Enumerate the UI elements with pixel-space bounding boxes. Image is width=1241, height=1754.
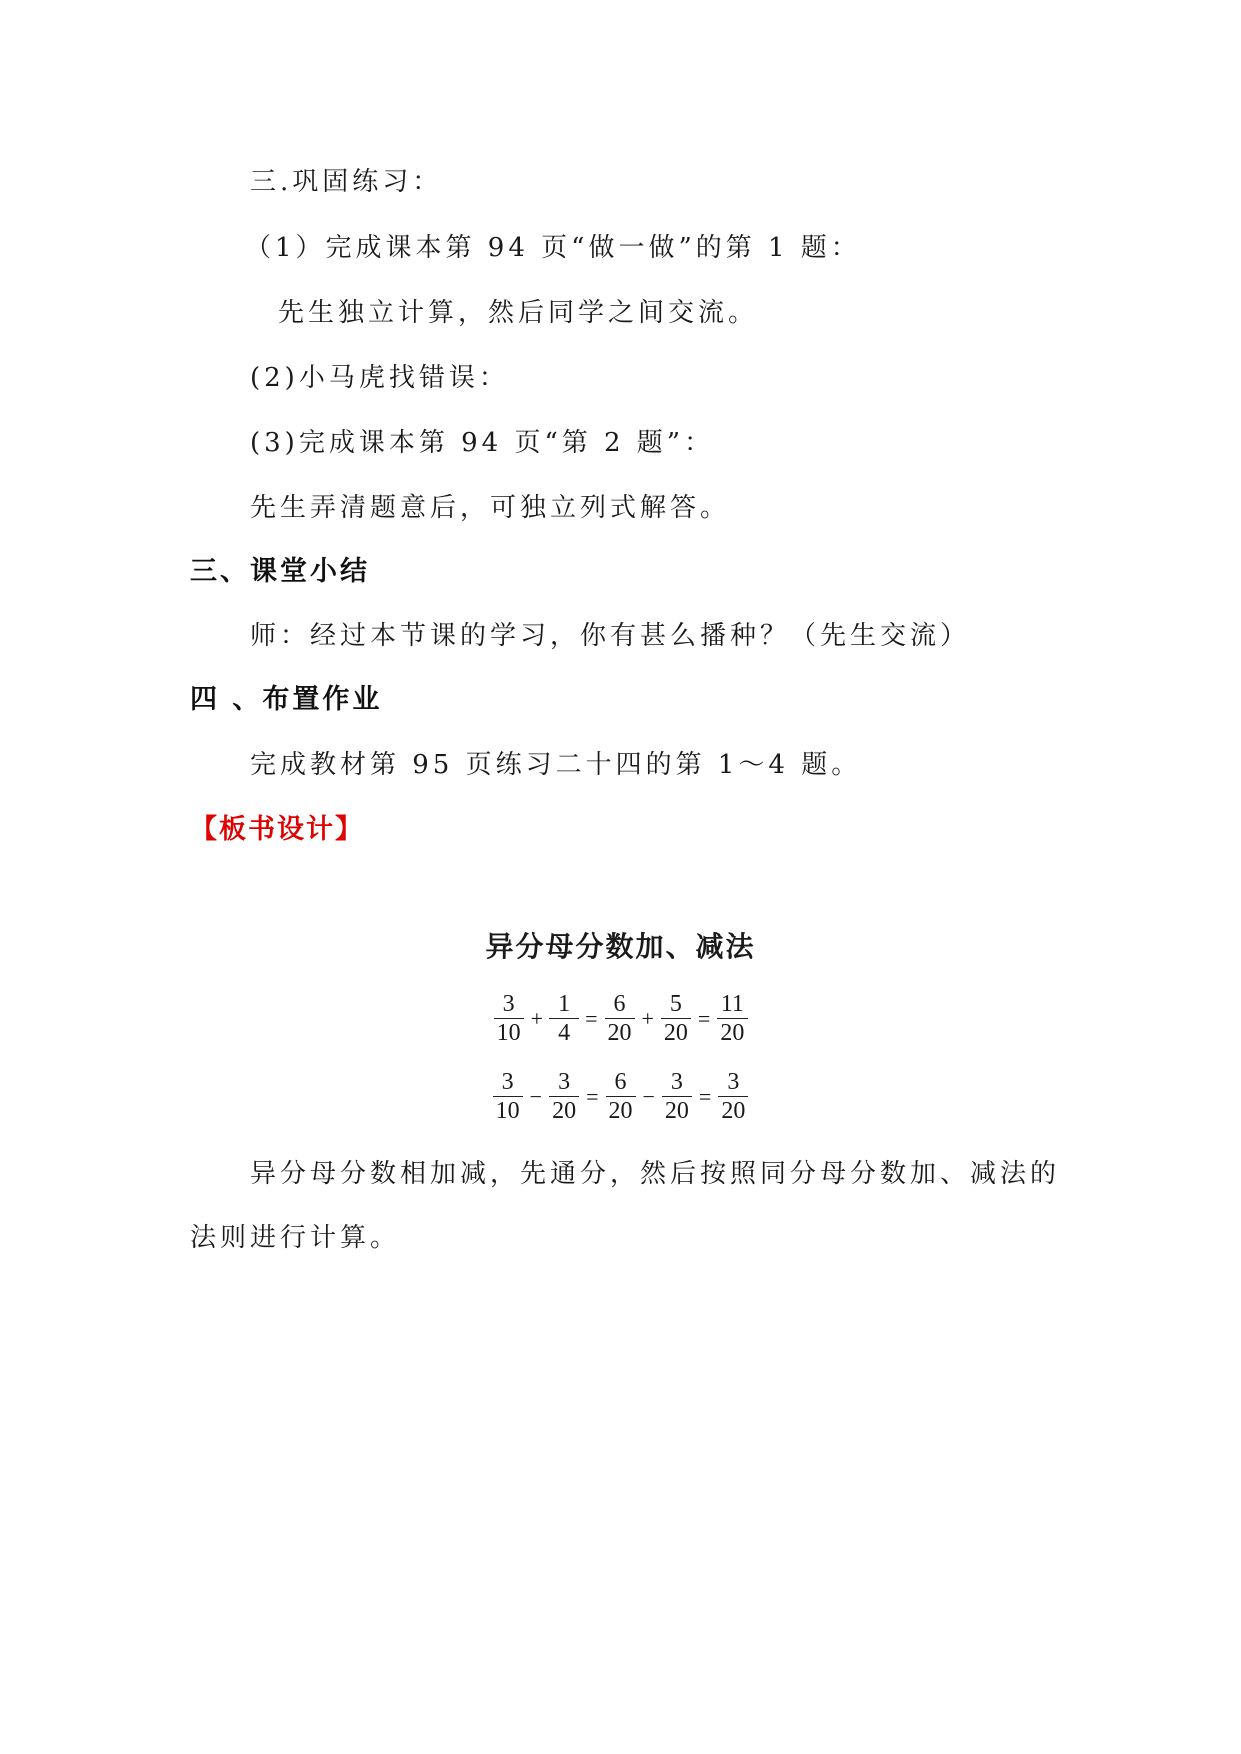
operator: − — [642, 1083, 655, 1109]
section-practice-title: 三.巩固练习： — [250, 167, 443, 197]
fraction — [660, 990, 692, 1047]
numerator: 11 — [717, 990, 748, 1019]
equals-sign: = — [586, 1083, 599, 1109]
practice-item-2: (2)小马虎找错误： — [250, 363, 509, 393]
practice-item-1: （1）完成课本第 94 页“做一做”的第 1 题： — [245, 233, 861, 263]
numerator: 6 — [605, 990, 635, 1019]
board-design-label: 【板书设计】 — [190, 814, 364, 845]
heading-homework: 四 、布置作业 — [190, 684, 383, 715]
numerator: 3 — [718, 1068, 748, 1097]
equation-subtraction — [0, 1068, 1241, 1125]
fraction — [493, 990, 525, 1047]
summary-text: 师：经过本节课的学习，你有甚么播种？（先生交流） — [250, 621, 971, 651]
fraction — [661, 1068, 693, 1125]
equals-sign: = — [697, 1005, 711, 1031]
equals-sign: = — [585, 1005, 598, 1031]
fraction — [548, 1068, 580, 1125]
numerator: 3 — [494, 990, 524, 1019]
denominator: 20 — [607, 1020, 632, 1046]
practice-item-3: (3)完成课本第 94 页“第 2 题”： — [250, 428, 715, 458]
fraction — [492, 1068, 524, 1125]
denominator: 20 — [664, 1098, 689, 1124]
operator: + — [641, 1005, 654, 1031]
denominator: 20 — [721, 1098, 746, 1124]
heading-class-summary: 三、课堂小结 — [190, 556, 370, 587]
denominator: 20 — [608, 1098, 633, 1124]
fraction — [604, 990, 636, 1047]
denominator: 20 — [552, 1098, 577, 1124]
numerator: 1 — [549, 990, 579, 1019]
fraction — [605, 1068, 637, 1125]
numerator: 5 — [661, 990, 691, 1019]
numerator: 6 — [606, 1068, 636, 1097]
operator: − — [529, 1083, 543, 1109]
denominator: 20 — [720, 1020, 745, 1046]
equation-addition — [0, 990, 1241, 1047]
denominator: 4 — [558, 1020, 571, 1046]
denominator: 10 — [496, 1020, 521, 1046]
denominator: 10 — [495, 1098, 520, 1124]
equals-sign: = — [698, 1083, 712, 1109]
rule-text-line-1: 异分母分数相加减，先通分，然后按照同分母分数加、减法的 — [250, 1159, 1061, 1189]
board-title: 异分母分数加、减法 — [485, 930, 756, 963]
numerator: 3 — [662, 1068, 692, 1097]
numerator: 3 — [493, 1068, 523, 1097]
practice-item-3-note: 先生弄清题意后，可独立列式解答。 — [250, 493, 731, 523]
homework-text: 完成教材第 95 页练习二十四的第 1～4 题。 — [250, 750, 862, 780]
rule-text-line-2: 法则进行计算。 — [190, 1223, 401, 1253]
numerator: 3 — [549, 1068, 579, 1097]
fraction — [717, 1068, 749, 1125]
operator: + — [530, 1005, 544, 1031]
denominator: 20 — [663, 1020, 688, 1046]
fraction — [716, 990, 748, 1047]
practice-item-1-note: 先生独立计算，然后同学之间交流。 — [278, 298, 759, 328]
fraction — [549, 990, 579, 1047]
